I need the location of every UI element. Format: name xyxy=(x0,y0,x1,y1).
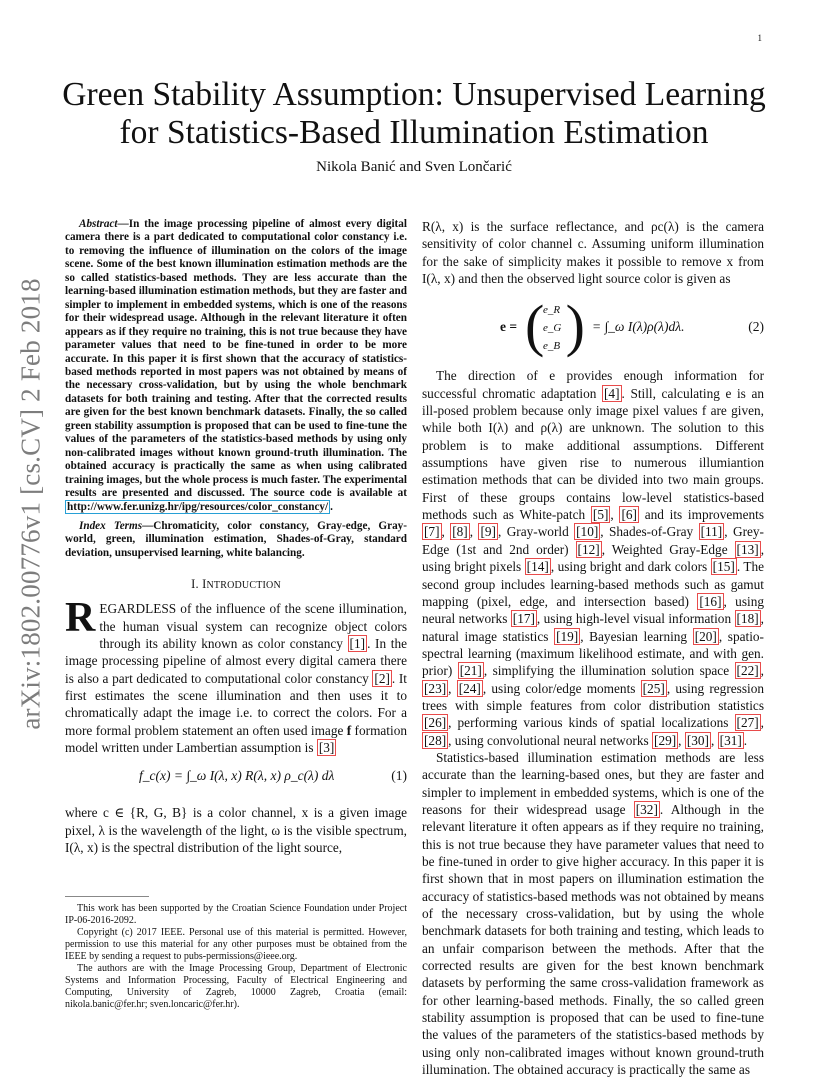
equation-1-number: (1) xyxy=(391,768,407,784)
section-number: I. xyxy=(191,577,199,592)
p2-text: , Grey-Edge (1st and 2nd order) xyxy=(422,524,764,557)
page-number: 1 xyxy=(757,33,762,43)
equation-2-rhs: = ∫_ω I(λ)ρ(λ)dλ. xyxy=(592,319,685,335)
arxiv-id-text: arXiv:1802.00776v1 [cs.CV] 2 Feb 2018 xyxy=(15,278,46,730)
p2-text: and its improvements xyxy=(638,507,764,523)
p2-text: , simplifying the illumination solution space xyxy=(483,663,735,679)
equation-2 xyxy=(422,293,764,361)
abstract xyxy=(65,218,407,514)
citation-link[interactable]: [2] xyxy=(374,670,390,686)
p2-text: . The second group includes learning-based methods such as gamut mapping (pixel, edge, and intersection based) xyxy=(422,559,765,609)
arxiv-identifier xyxy=(14,278,48,730)
p3-text: Statistics-based illumination estimation methods are less accurate than the learning-based ones, but they are faster and simpler to implement in embedded systems, which is one of the reasons for their widespread usage xyxy=(422,749,764,817)
vector-entries xyxy=(543,301,561,355)
citation-link[interactable]: [20] xyxy=(694,628,717,644)
p2-text: , Bayesian learning xyxy=(580,628,693,644)
intro-text-3: . It first estimates the scene illumination and then uses it to chromatically adapt the image i.e. to correct the colors. For a more formal problem statement an often used image xyxy=(65,670,408,738)
p2-text: , spatio-spectral learning (maximum likelihood estimate, and with gen. prior) xyxy=(422,628,764,679)
index-terms-text: —Chromaticity, color constancy, Gray-edge, Gray-world, green, illumination estimation, Shades-of-Gray, standard deviation, unsupervised learning, white balancing. xyxy=(65,519,407,559)
p2-text: , using bright and dark colors xyxy=(550,559,711,575)
p2-text: , performing various kinds of spatial localizations xyxy=(448,715,735,731)
p2-text: . xyxy=(743,732,748,748)
citation-link[interactable]: [1] xyxy=(349,636,366,652)
citation-link[interactable]: [24] xyxy=(458,680,481,696)
equation-1-expression: f_c(x) = ∫_ω I(λ, x) R(λ, x) ρ_c(λ) dλ xyxy=(139,768,335,784)
footnote-rule xyxy=(65,896,149,897)
vector-entry-b: e_B xyxy=(543,340,561,353)
p2-text: , using neural networks xyxy=(422,593,764,627)
abstract-end: . xyxy=(330,500,333,513)
p2-text: , using regression trees with simple features from color distribution statistics xyxy=(422,680,764,713)
p2-text: , Weighted Gray-Edge xyxy=(601,541,735,557)
citation-link[interactable]: [15] xyxy=(712,559,735,575)
intro-text-1: of the influence of the scene illumination, the human visual system can recognize object colors through its ability known as color constancy xyxy=(99,601,407,652)
citation-link[interactable]: [6] xyxy=(621,507,637,523)
citation-link[interactable]: [5] xyxy=(592,507,609,523)
p3-text: . Although in the relevant literature it often appears as if they require no training, this is not true because they have parameter values that need to be fine-tuned in order to give higher accuracy. In this paper it is first shown that in most papers on illumination estimation the accuracy of statistics-based methods was not obtained by means of the necessary cross-validation, but by using the whole benchmark datasets for both training and testing, which leads to an unfair comparison between the methods. After that the corrected results are given for the best known benchmark datasets by performing the same cross-validation framework as for other learning-based methods. Finally, the so called green stability assumption is proposed that can be used to fine-tune the values of the parameters of the statistics-based methods by using only non-calibrated images without known ground-truth illumination. The obtained accuracy is practically the same as xyxy=(422,801,764,1078)
intro-text-4: formation model written under Lambertian assumption is xyxy=(65,722,407,756)
p2-text: , natural image statistics xyxy=(422,611,764,644)
footnote-funding: This work has been supported by the Croatian Science Foundation under Project IP-06-2016-2092. xyxy=(65,903,407,927)
p2-text: , using bright pixels xyxy=(422,541,765,575)
citation-link[interactable]: [25] xyxy=(642,680,665,696)
section-heading-introduction xyxy=(65,577,407,592)
citation-link[interactable]: [31] xyxy=(719,732,742,748)
citation-link[interactable]: [28] xyxy=(424,732,447,748)
citation-link[interactable]: [16] xyxy=(699,593,722,609)
p2-text: , using color/edge moments xyxy=(482,680,641,696)
equation-2-vector xyxy=(525,293,585,359)
p2-text: , using convolutional neural networks xyxy=(448,732,653,748)
citation-link[interactable]: [14] xyxy=(526,559,549,575)
equation-2-number: (2) xyxy=(748,319,764,335)
right-paragraph-1: R(λ, x) is the surface reflectance, and ρc(λ) is the camera sensitivity of color channel c. Assuming uniform illumination for the sake of simplicity makes it possible to remove x from I(λ, x) and then the observed light source color is given as xyxy=(422,219,764,287)
symbol-f: f xyxy=(346,722,352,738)
citation-link[interactable]: [29] xyxy=(654,732,677,748)
intro-text-2: . In the image processing pipeline of almost every digital camera there is also a part dedicated to computational color constancy xyxy=(65,636,408,686)
paper-title: Green Stability Assumption: Unsupervised Learning for Statistics-Based Illumination Estimation xyxy=(62,76,766,151)
index-terms xyxy=(65,520,407,560)
section-rest: NTRODUCTION xyxy=(206,580,281,592)
drop-cap: R xyxy=(65,595,96,642)
citation-link[interactable]: [13] xyxy=(736,541,759,557)
equation-2-lhs: e = xyxy=(500,319,518,335)
right-paren: ) xyxy=(565,293,585,359)
vector-entry-g: e_G xyxy=(543,322,562,335)
citation-link[interactable]: [21] xyxy=(459,663,482,679)
p2-text: , using high-level visual information xyxy=(536,611,735,627)
left-column xyxy=(65,218,407,856)
p2-text: , Shades-of-Gray xyxy=(600,524,699,540)
citation-link[interactable]: [9] xyxy=(480,524,496,540)
citation-link[interactable]: [8] xyxy=(452,524,468,540)
citation-link[interactable]: [10] xyxy=(576,524,599,540)
citation-link[interactable]: [18] xyxy=(736,611,759,627)
citation-link[interactable]: [19] xyxy=(556,628,579,644)
citation-link[interactable]: [4] xyxy=(604,385,620,401)
footnote-copyright: Copyright (c) 2017 IEEE. Personal use of this material is permitted. However, permission to use this material for any other purposes must be obtained from the IEEE by sending a request to pubs-permissions@ieee.org. xyxy=(65,927,407,963)
citation-link[interactable]: [26] xyxy=(424,715,447,731)
right-paragraph-2: The direction of e provides enough information for successful chromatic adaptation [4] . Still, calculating e is an ill-posed problem because only image pixel values f are given, while both I(λ) and ρ(λ) are unknown. The solution to this problem is to make additional assumptions. Different assumptions have given rise to numerous illumiantion estimation methods that can be divided into two main groups. First of these groups contains low-level statistics-based methods such as White-patch [5] , [6] and its improvements [7] , [8] , [9] , Gray-world [10] , Shades-of-Gray [11] , Grey-Edge (1st and 2nd order) [12] , Weighted Gray-Edge [13] , using bright pixels [14] , using bright and dark colors [15] . The second group includes learning-based methods such as gamut mapping (pixel, edge, and intersection based) [16] , using neural networks [17] , using high-level visual information [18] , natural image statistics [19] , Bayesian learning [20] , spatio-spectral learning (maximum likelihood estimate, and with gen. prior) [21] , simplifying the illumination solution space [22] , [23] , [24] , using color/edge moments [25] , using regression trees with simple features from color distribution statistics [26] , performing various kinds of spatial localizations [27] , [28] , using convolutional neural networks [29] , [30] , [31] . xyxy=(422,368,765,748)
source-code-link[interactable]: http://www.fer.unizg.hr/ipg/resources/color_constancy/ xyxy=(67,500,329,513)
p2-text: . Still, calculating e is an ill-posed problem because only image pixel values f are given, while both I(λ) and ρ(λ) are unknown. The solution to this problem is to make additional assumptions. Different assumptions have given rise to numerous illumiantion estimation methods that can be divided into two main groups. First of these groups contains low-level statistics-based methods such as White-patch xyxy=(422,385,764,523)
right-column xyxy=(422,218,764,1078)
index-terms-label: Index Terms xyxy=(79,519,143,532)
citation-link[interactable]: [27] xyxy=(736,715,759,731)
vector-entry-r: e_R xyxy=(543,304,561,317)
p2-text: The direction of e provides enough information for successful chromatic adaptation xyxy=(422,368,764,401)
citation-link[interactable]: [32] xyxy=(635,801,658,817)
citation-link[interactable]: [23] xyxy=(424,680,447,696)
intro-caps: EGARDLESS xyxy=(99,601,177,617)
citation-link[interactable]: [3] xyxy=(318,740,335,756)
footnote-affiliation: The authors are with the Image Processing Group, Department of Electronic Systems and Information Processing, Faculty of Electrical Engineering and Computing, University of Zagreb, 10000 Zagreb, Croatia (email: nikola.banic@fer.hr; sven.loncaric@fer.hr). xyxy=(65,963,407,1011)
right-paragraph-3 xyxy=(422,749,764,1078)
citation-link[interactable]: [7] xyxy=(424,524,440,540)
intro-paragraph xyxy=(65,595,408,756)
paper-authors: Nikola Banić and Sven Lončarić xyxy=(316,159,512,175)
abstract-text: —In the image processing pipeline of almost every digital camera there is a part dedicated to computational color constancy i.e. to removing the influence of illumination on the colors of the image scene. Some of the best known illumination estimation methods are the so called statistics-based methods. They are less accurate than the learning-based illumination estimation methods, but they are faster and simpler to implement in embedded systems, which is one of the reasons for their widespread usage. Although in the relevant literature it often appears as if they require no training, this is not true because they have parameter values that need to be fine-tuned in order to be more accurate. In this paper it is first shown that the accuracy of statistics-based methods reported in most papers was not obtained by means of the necessary cross-validation, but by using the whole benchmark datasets for both training and testing. After that the corrected results are given for the best known benchmark datasets. Finally, the so called green stability assumption is proposed that can be used to fine-tune the values of the parameters of the statistics-based methods by using only non-calibrated images without known ground-truth illumination. The obtained accuracy is practically the same as when using calibrated training images, but the whole process is much faster. The experimental results are presented and discussed. The source code is available at xyxy=(65,218,407,500)
citation-link[interactable]: [22] xyxy=(736,663,759,679)
citation-link[interactable]: [17] xyxy=(512,611,535,627)
footnotes xyxy=(65,903,407,1011)
left-paren: ( xyxy=(525,293,545,359)
citation-link[interactable]: [11] xyxy=(700,524,723,540)
p2-text: , Gray-world xyxy=(497,524,575,540)
citation-link[interactable]: [30] xyxy=(686,732,709,748)
equation-1 xyxy=(65,762,407,800)
abstract-label: Abstract xyxy=(79,218,118,230)
section-first-letter: I xyxy=(202,577,207,592)
where-paragraph: where c ∈ {R, G, B} is a color channel, x is a given image pixel, λ is the wavelength of the light, ω is the visible spectrum, I(λ, x) is the spectral distribution of the light source, xyxy=(65,805,407,856)
citation-link[interactable]: [12] xyxy=(577,541,600,557)
